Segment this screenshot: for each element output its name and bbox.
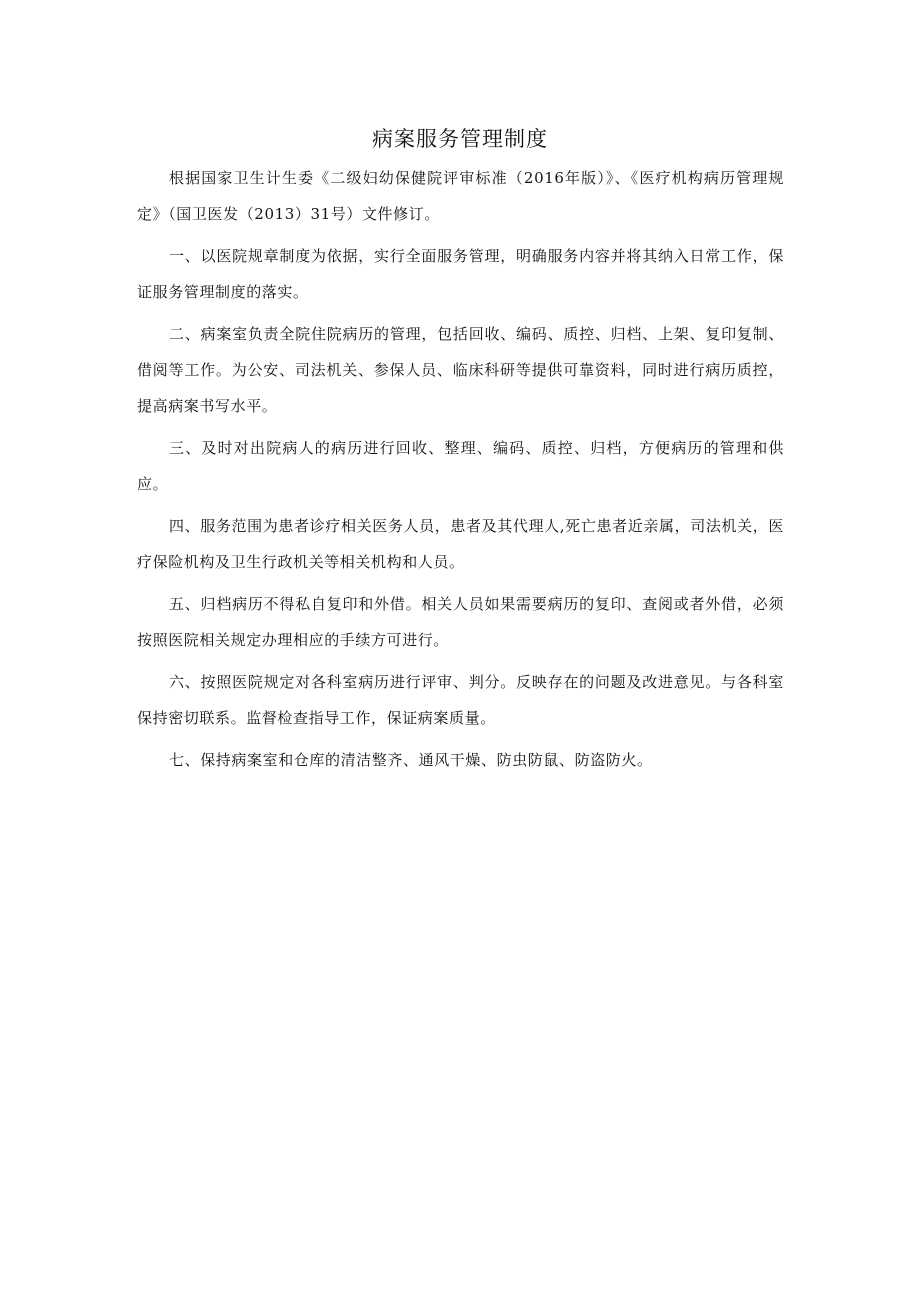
paragraph-intro: 根据国家卫生计生委《二级妇幼保健院评审标准（2016年版）》、《医疗机构病历管理规定》（国卫医发（2013）31号）文件修订。: [137, 169, 784, 223]
paragraph-item-7: 七、保持病案室和仓库的清洁整齐、通风干燥、防虫防鼠、防盗防火。: [169, 751, 653, 769]
paragraph-item-5: 五、归档病历不得私自复印和外借。相关人员如果需要病历的复印、查阅或者外借，必须按照医院相关规定办理相应的手续方可进行。: [137, 595, 784, 649]
paragraph-item-6: 六、按照医院规定对各科室病历进行评审、判分。反映存在的问题及改进意见。与各科室保持密切联系。监督检查指导工作，保证病案质量。: [137, 673, 784, 727]
paragraph-item-4: 四、服务范围为患者诊疗相关医务人员，患者及其代理人,死亡患者近亲属，司法机关，医疗保险机构及卫生行政机关等相关机构和人员。: [137, 517, 784, 571]
document-title: 病案服务管理制度: [372, 127, 548, 151]
paragraph-item-1: 一、以医院规章制度为依据，实行全面服务管理，明确服务内容并将其纳入日常工作，保证服务管理制度的落实。: [137, 247, 784, 301]
document-body: [137, 160, 784, 784]
paragraph-item-3: 三、及时对出院病人的病历进行回收、整理、编码、质控、归档，方便病历的管理和供应。: [137, 439, 784, 493]
paragraph-item-2: 二、病案室负责全院住院病历的管理，包括回收、编码、质控、归档、上架、复印复制、借阅等工作。为公安、司法机关、参保人员、临床科研等提供可靠资料，同时进行病历质控，提高病案书写水平。: [137, 325, 784, 415]
